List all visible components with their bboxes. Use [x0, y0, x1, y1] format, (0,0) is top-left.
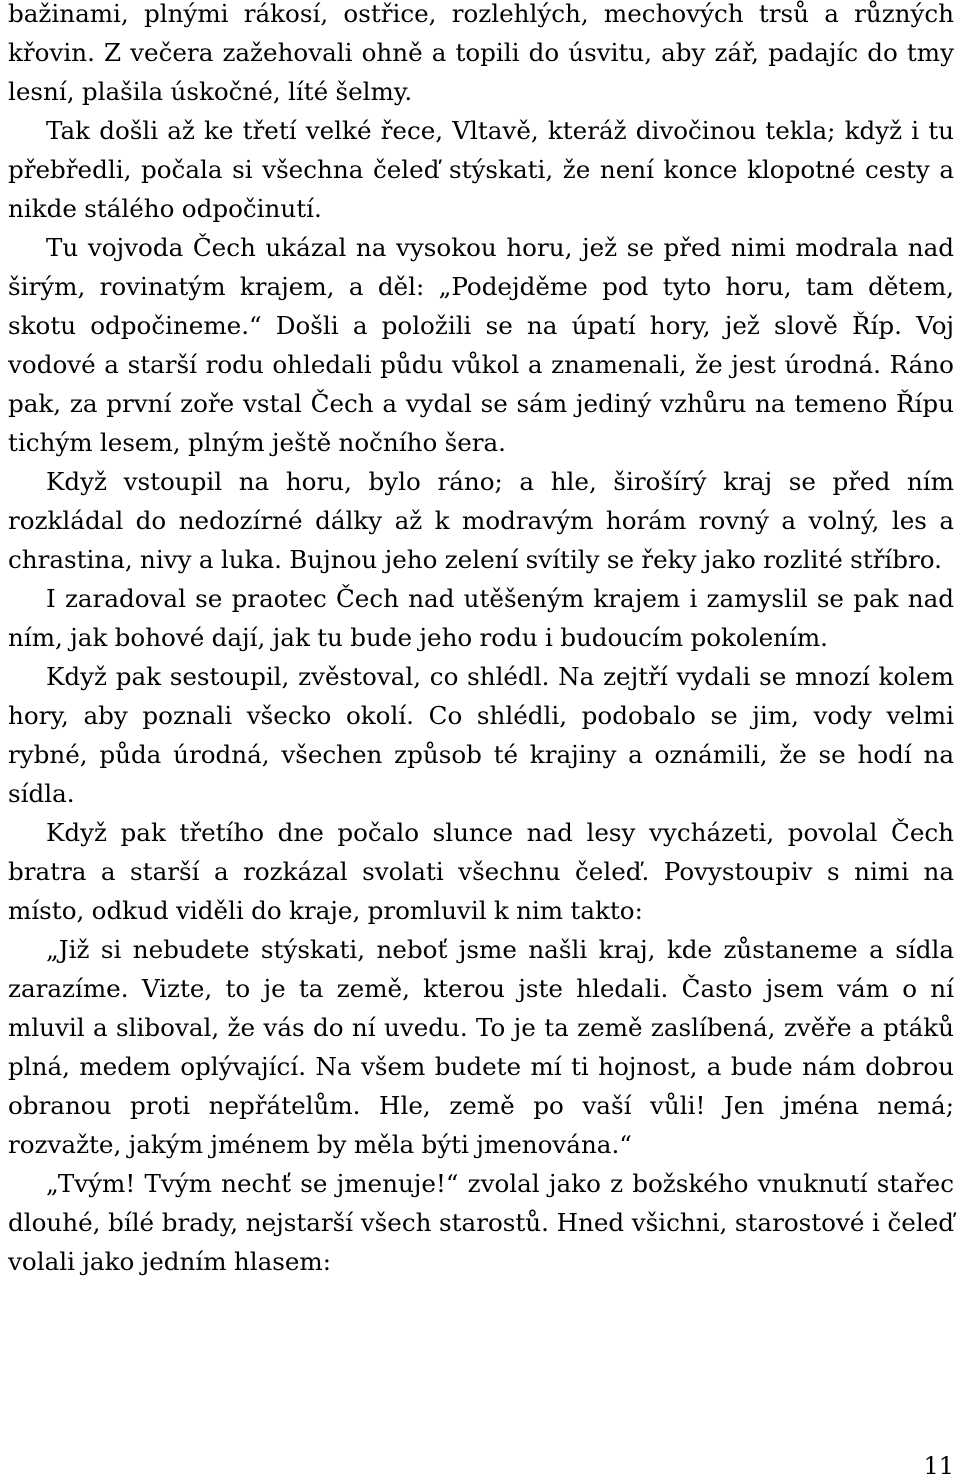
paragraph-4: Když vstoupil na horu, bylo ráno; a hle, širošírý kraj se před ním rozkládal do nedozírné dálky až k modravým horám rovný a volný, les a chrastina, nivy a luka. Bujnou jeho zelení svítily se řeky jako rozlité stříbro. — [8, 467, 954, 574]
body-text — [8, 0, 954, 1281]
paragraph-8: „Již si nebudete stýskati, neboť jsme našli kraj, kde zůstaneme a sídla zarazíme. Vizte, to je ta země, kterou jste hledali. Často jsem vám o ní mluvil a sliboval, že vás do ní uvedu. To je ta země zaslíbená, zvěře a ptáků plná, medem oplývající. Na všem budete mí ti hojnost, a bude nám dobrou obranou proti nepřátelům. Hle, země po vaší vůli! Jen jména nemá; rozvažte, jakým jménem by měla býti jmenována.“ — [8, 935, 954, 1159]
paragraph-7: Když pak třetího dne počalo slunce nad lesy vycházeti, povolal Čech bratra a starší a rozkázal svolati všechnu čeleď. Povystoupiv s nimi na místo, odkud viděli do kraje, promluvil k nim takto: — [8, 818, 954, 925]
page-number: 11 — [923, 1452, 954, 1480]
paragraph-2: Tak došli až ke třetí velké řece, Vltavě, kteráž divočinou tekla; když i tu přebředli, počala si všechna čeleď stýskati, že není konce klopotné cesty a nikde stálého odpočinutí. — [8, 116, 954, 223]
paragraph-3: Tu vojvoda Čech ukázal na vysokou horu, jež se před nimi modrala nad širým, rovinatým krajem, a děl: „Podejděme pod tyto horu, tam dětem, skotu odpočineme.“ Došli a položili se na úpatí hory, jež slově Říp. Voj vodové a starší rodu ohledali půdu vůkol a znamenali, že jest úrodná. Ráno pak, za první zoře vstal Čech a vydal se sám jediný vzhůru na temeno Řípu tichým lesem, plným ještě nočního šera. — [8, 233, 954, 457]
paragraph-1: bažinami, plnými rákosí, ostřice, rozlehlých, mechových trsů a různých křovin. Z večera zažehovali ohně a topili do úsvitu, aby zář, padajíc do tmy lesní, plašila úskočné, líté šelmy. — [8, 0, 954, 106]
paragraph-6: Když pak sestoupil, zvěstoval, co shlédl. Na zejtří vydali se mnozí kolem hory, aby poznali všecko okolí. Co shlédli, podobalo se jim, vody velmi rybné, půda úrodná, všechen způsob té krajiny a oznámili, že se hodí na sídla. — [8, 662, 954, 808]
paragraph-5: I zaradoval se praotec Čech nad utěšeným krajem i zamyslil se pak nad ním, jak bohové dají, jak tu bude jeho rodu i budoucím pokolením. — [8, 584, 954, 652]
paragraph-9: „Tvým! Tvým nechť se jmenuje!“ zvolal jako z božského vnuknutí stařec dlouhé, bílé brady, nejstarší všech starostů. Hned všichni, starostové i čeleď volali jako jedním hlasem: — [8, 1169, 954, 1276]
